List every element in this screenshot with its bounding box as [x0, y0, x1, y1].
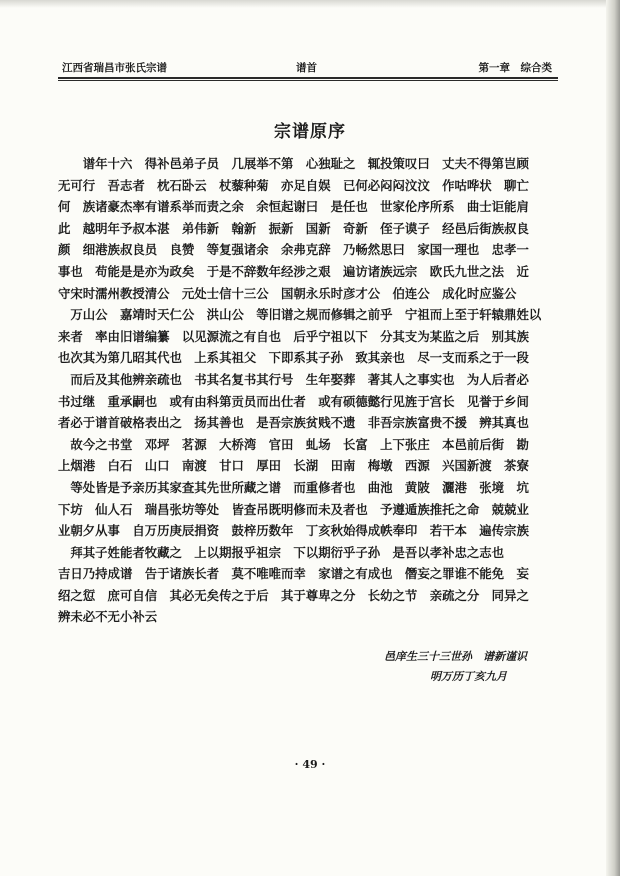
text-line: 事也 苟能是是亦为政矣 于是不辞数年经涉之艰 遍访诸族远宗 欧氏九世之法 近 — [58, 263, 529, 279]
text-line: 守宋时濡州教授清公 元处士信十三公 国朝永乐时彦才公 伯连公 成化时应鉴公 — [58, 285, 517, 301]
text-line: 也次其为第几昭其代也 上系其祖父 下即系其子孙 致其亲也 尽一支而系之于一段 — [58, 350, 529, 366]
scan-edge-top — [0, 0, 620, 8]
text-line: 绍之愆 庶可自信 其必无矣传之于后 其于尊卑之分 长幼之节 亲疏之分 同异之 — [58, 587, 529, 603]
page-title: 宗谱原序 — [274, 122, 346, 142]
signature-author: 邑庠生三十三世孙 谱新谨识 — [384, 650, 527, 663]
text-line: 上烟港 白石 山口 南渡 甘口 厚田 长湖 田南 梅墩 西源 兴国新渡 茶寮 — [58, 458, 529, 474]
header-section: 谱首 — [296, 62, 317, 74]
text-line: 吉日乃持成谱 告于诸族长者 莫不唯唯而幸 家谱之有成也 僭妄之罪谁不能免 妄 — [58, 566, 529, 582]
header-rule-thin — [58, 80, 558, 81]
running-header — [58, 58, 564, 76]
text-line: 来者 率由旧谱编纂 以见源流之有自也 后乎宁祖以下 分其支为某监之后 别其族 — [58, 328, 529, 344]
text-line: 谱年十六 得补邑弟子员 几展举不第 心独耻之 辄投策叹曰 丈夫不得第岂顾 — [58, 156, 529, 171]
text-line: 何 族诸豪杰率有谱系举而责之余 余恒起谢曰 是任也 世家伦序所系 曲士讵能肩 — [58, 199, 529, 215]
text-line: 无可行 吾志者 枕石卧云 杖藜种菊 亦足自娱 已何必闷闷汶汶 作咕哗状 聊亡 — [58, 177, 529, 193]
preface-body — [58, 153, 563, 628]
text-line: 等处皆是予亲历其家查其先世所藏之谱 而重修者也 曲池 黄陂 灑港 张境 坑 — [58, 479, 529, 495]
text-line: 万山公 嘉靖时天仁公 洪山公 等旧谱之规而修辑之前乎 宁祖而上至于轩辕鼎姓以 — [58, 307, 542, 323]
text-line: 书过继 重承嗣也 或有由科第贡员而出仕者 或有硕德懿行见旌于宫长 见誉于乡间 — [58, 393, 529, 409]
header-book-title: 江西省瑞昌市张氏宗谱 — [62, 62, 167, 74]
text-line: 者必于谱首破格表出之 扬其善也 是吾宗族贫贱不遗 非吾宗族富贵不援 辨其真也 — [58, 415, 529, 431]
text-line: 辨未必不无小补云 — [58, 609, 158, 625]
header-rule — [58, 77, 558, 79]
text-line: 下坊 仙人石 瑞昌张坊等处 皆查吊既明修而未及者也 予遵遁族推托之命 兢兢业 — [58, 501, 529, 517]
text-line: 而后及其他辨亲疏也 书其名复书其行号 生年娶葬 著其人之事实也 为人后者必 — [58, 371, 529, 387]
text-line: 故今之书堂 邓坪 茗源 大桥湾 官田 虬场 长富 上下张庄 本邑前后街 勘 — [58, 436, 529, 452]
text-line: 此 越明年予叔本湛 弟伟新 翰新 振新 国新 奇新 侄子谟子 经邑后街族叔良 — [58, 220, 529, 236]
signature-date: 明万历丁亥九月 — [430, 670, 507, 683]
page-number: · 49 · — [294, 758, 326, 771]
text-line: 拜其子姓能者牧藏之 上以期报乎祖宗 下以期衍乎子孙 是吾以孝补忠之志也 — [58, 544, 505, 560]
text-line: 业朝夕从事 自万历庚辰捐资 鼓梓历数年 丁亥秋始得成帙奉印 若干本 遍传宗族 — [58, 523, 529, 539]
header-chapter: 第一章 综合类 — [478, 62, 552, 74]
text-line: 颜 细港族叔良员 良赞 等复强诸余 余弗克辞 乃畅然思曰 家国一理也 忠孝一 — [58, 242, 529, 258]
